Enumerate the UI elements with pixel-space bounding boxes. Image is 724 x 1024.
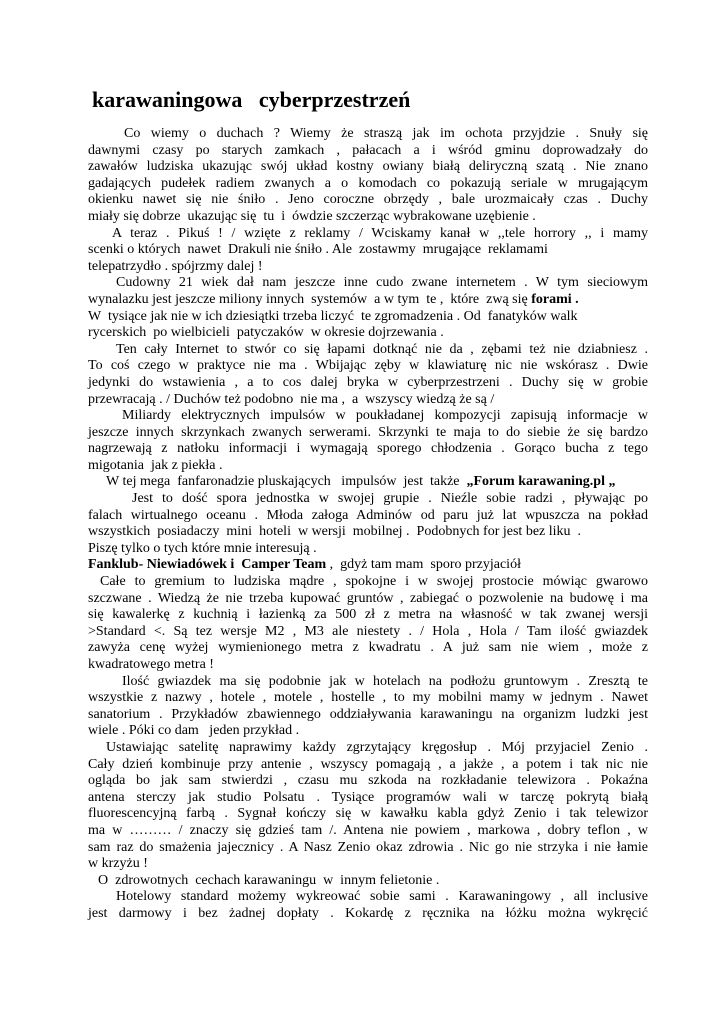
text-line: Jest to dość spora jednostka w swojej grupie . Nieźle sobie radzi , pływając po [132, 491, 648, 507]
text-segment: , gdyż tam mam sporo przyjaciół [326, 557, 521, 573]
text-line: w krzyżu ! [88, 856, 148, 872]
text-line: wszystkich posiadaczy mini hoteli w wersji mobilnej . Podobnych for jest bez liku . [88, 524, 582, 540]
text-line: rycerskich po wielbicieli patyczaków w okresie dojrzewania . [88, 325, 444, 341]
text-line: jeszcze innych skrzynkach zwanych serwerami. Skrzynki te maja to do siebie że się bardzo [88, 424, 648, 440]
text-line: Ten cały Internet to stwór co się łapami dotknąć nie da , zębami też nie dziabniesz . [116, 341, 648, 357]
text-segment: W tej mega fanfaronadzie pluskających impulsów jest także [106, 474, 467, 490]
text-line: >Standard <. Są tez wersje M2 , M3 ale niestety . / Hola , Hola / Tam ilość gwiazdek [88, 623, 648, 639]
text-line: Cudowny 21 wiek dał nam jeszcze inne cudo zwane internetem . W tym sieciowym [116, 275, 648, 291]
text-line: nagrzewają z natłoku informacji i wymagają sporego chłodzenia . Gorąco bucha z tego [88, 441, 648, 457]
text-line: jedynki do wstawienia , a to cos dalej bryka w cyberprzestrzeni . Duchy się w grobie [88, 374, 648, 390]
text-line: sanatorium . Przykładów zbawiennego oddziaływania karawaningu na organizm ludzki jest [88, 706, 648, 722]
text-line: wszystkie z nazwy , hotele , motele , hostelle , to my mobilni mamy w jednym . Nawet [88, 690, 648, 706]
forum-term: forami . [531, 291, 579, 307]
text-line: szczwane . Wiedzą że nie trzeba kupować gruntów , zabiegać o pozwolenie na budowę i ma [88, 590, 648, 606]
text-line: W tysiące jak nie w ich dziesiątki trzeba liczyć te zgromadzenia . Od fanatyków walk [88, 308, 578, 324]
fanclub-name: Fanklub- Niewiadówek i Camper Team [88, 557, 327, 573]
text-line: Całe to gremium to ludziska mądre , spokojne i w swojej prostocie mówiąc gwarowo [100, 574, 648, 590]
text-line: dawnymi czasy po starych zamkach , pałacach a i wśród gminu doprowadzały do [88, 142, 648, 158]
text-line: antena sterczy jak studio Polsatu . Tysiące programów wali w tarczę pokrytą białą [88, 789, 648, 805]
document-title: karawaningowa cyberprzestrzeń [92, 87, 411, 112]
forum-name: „Forum karawaning.pl „ [466, 474, 616, 490]
text-line: Ilość gwiazdek ma się podobnie jak w hotelach na podłożu gruntowym . Zresztą te [122, 673, 648, 689]
text-line: gadających pudełek radiem zwanych a o komodach co pokazują seriale w mrugającym [88, 175, 648, 191]
text-line: migotania jak z piekła . [88, 457, 223, 473]
text-line: zawałów ludziska ukazując swój układ kostny owiany białą deliryczną szatą . Nie znano [88, 159, 648, 175]
text-line: To coś czego w praktyce nie ma . Wbijając zęby w klawiaturę nic nie wskórasz . Dwie [88, 358, 648, 374]
text-line: kwadratowego metra ! [88, 657, 214, 672]
document-body [88, 126, 648, 923]
text-line: telepatrzydło . spójrzmy dalej ! [88, 258, 263, 274]
text-line: przewracają . / Duchów też podobno nie ma , a wszyscy wiedzą że są / [88, 391, 495, 407]
text-line: A teraz . Pikuś ! / wzięte z reklamy / Wciskamy kanał w ,,tele horrory ,, i mamy [112, 225, 648, 241]
text-line: falach wirtualnego oceanu . Młoda załoga Adminów od paru już lat wpuszcza na pokład [88, 507, 648, 523]
text-line: scenki o których nawet Drakuli nie śniło . Ale zostawmy mrugające reklamami [88, 242, 548, 258]
text-line [88, 557, 648, 574]
text-line: ma w ……… / znaczy się gdzieś tam /. Antena nie powiem , markowa , dobry teflon , w [88, 822, 648, 838]
text-line: okienku nawet się nie śniło . Jeno coroczne obrzędy , bale urozmaicały czas . Duchy [88, 192, 648, 208]
text-line [88, 474, 648, 491]
text-line: Co wiemy o duchach ? Wiemy że straszą jak im ochota przyjdzie . Snuły się [124, 126, 648, 141]
text-line [88, 292, 648, 309]
text-line: Ustawiając satelitę naprawimy każdy zgrzytający kręgosłup . Mój przyjaciel Zenio . [106, 739, 648, 755]
text-line: Hotelowy standard możemy wykreować sobie sami . Karawaningowy , all inclusive [116, 889, 648, 905]
text-line: fluorescencyjną farbą . Sygnał kończy się w kawałku kabla gdyż Zenio i tak telewizor [88, 806, 648, 822]
text-line: wiele . Póki co dam jeden przykład . [88, 723, 300, 739]
text-line: jest darmowy i bez żadnej dopłaty . Kokardę z ręcznika na łóżku można wykręcić [88, 905, 648, 921]
text-line: zawyża cenę wyżej wymienionego metra z kwadratu . A już sam nie wiem , może z [88, 640, 648, 656]
text-line: Miliardy elektrycznych impulsów w poukładanej kompozycji zapisują informacje w [122, 408, 648, 424]
text-line: sam raz do smażenia jajecznicy . A Nasz Zenio okaz zdrowia . Nic go nie strzyka i nie łamie [88, 839, 648, 855]
text-line: miały się dobrze ukazując się tu i ówdzie szczerząc wybrakowane uzębienie . [88, 208, 536, 224]
text-line: się kawalerkę z kuchnią i łazienką za 500 zł z metra na własność w tak zwanej wersji [88, 607, 648, 623]
text-line: O zdrowotnych cechach karawaningu w innym felietonie . [98, 872, 440, 888]
text-segment: wynalazku jest jeszcze miliony innych systemów a w tym te , które zwą się [88, 291, 532, 307]
text-line: ogląda bo jak sam stwierdzi , czasu mu szkoda na rozkładanie telewizora . Pokaźna [88, 773, 648, 789]
text-line: Cały dzień kombinuje przy antenie , wszyscy pomagają , a jakże , a potem i tak nic nie [88, 756, 648, 772]
text-line: Piszę tylko o tych które mnie interesują . [88, 540, 317, 556]
